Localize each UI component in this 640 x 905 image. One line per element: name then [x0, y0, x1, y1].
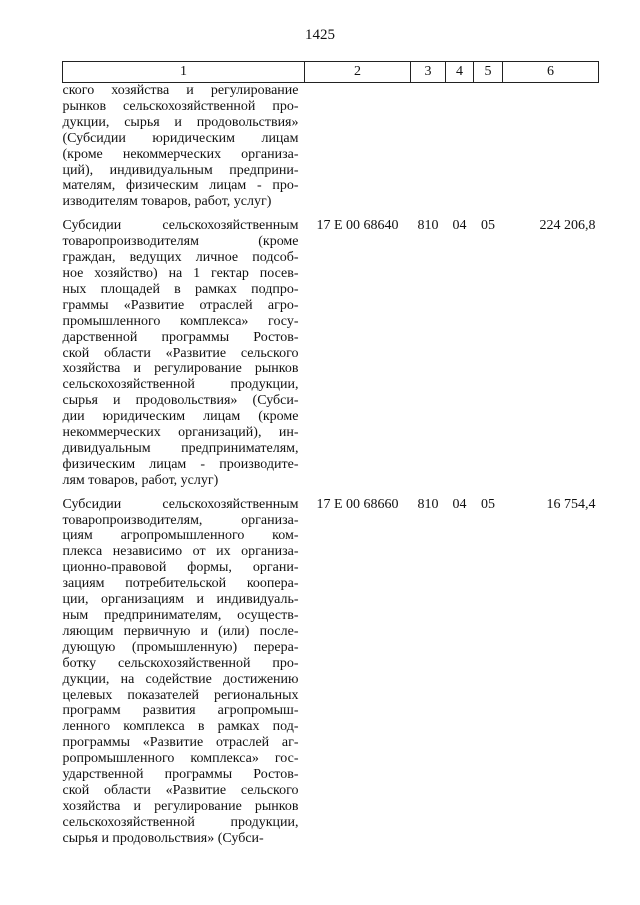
row-spacer	[63, 489, 599, 497]
budget-table	[62, 61, 599, 847]
description-line: ленного комплекса в рамках под-	[62, 719, 299, 735]
description-line: ных площадей в рамках подпро-	[62, 281, 299, 297]
description-line: дующую (промышленную) перера-	[62, 639, 299, 655]
description-line: ным предпринимателям, осуществ-	[62, 608, 299, 623]
table-body	[63, 83, 599, 847]
description-line: ропромышленного комплекса» гос-	[62, 751, 299, 767]
description-line: программы «Развитие отраслей аг-	[62, 735, 299, 751]
description-cell	[63, 218, 305, 488]
table-row	[63, 497, 599, 847]
description-line: сельскохозяйственной продукции,	[62, 377, 299, 393]
vr-cell: 810	[417, 218, 439, 234]
row-spacer-cell	[63, 489, 599, 497]
description-line: циям агропромышленного ком-	[62, 528, 299, 544]
rz-cell: 04	[452, 496, 467, 512]
description-line: ской области «Развитие сельского	[62, 782, 299, 798]
pr-cell	[474, 83, 503, 211]
column-header: 3	[411, 62, 446, 83]
table-header-row	[63, 62, 599, 83]
amount-cell: 16 754,4	[546, 496, 596, 512]
description-line: товаропроизводителям, организа-	[62, 512, 299, 528]
rz-cell: 04	[452, 218, 467, 234]
description-line: ударственной программы Ростов-	[62, 767, 299, 783]
description-line: ского хозяйства и регулирование	[62, 83, 299, 98]
description-line: граждан, ведущих личное подсоб-	[62, 250, 299, 266]
column-header: 6	[503, 62, 599, 83]
description-line: зациям потребительской коопера-	[62, 576, 299, 592]
description-line: ской области «Развитие сельского	[62, 345, 299, 361]
description-line: ции, организациям и индивидуаль-	[62, 592, 299, 608]
pr-cell: 05	[481, 496, 495, 512]
description-line: рынков сельскохозяйственной про-	[62, 98, 299, 114]
description-line: дукции, сырья и продовольствия»	[62, 114, 299, 130]
description-line: сырья и продовольствия» (Субси-	[62, 393, 299, 409]
code-cell	[305, 83, 411, 211]
description-line: Субсидии сельскохозяйственным	[62, 496, 299, 512]
row-spacer-cell	[63, 210, 599, 218]
description-line: ное хозяйство) на 1 гектар посев-	[62, 265, 299, 281]
amount-cell: 224 206,8	[539, 218, 596, 234]
description-line: сельскохозяйственной продукции,	[62, 814, 299, 830]
column-header: 4	[446, 62, 474, 83]
description-line: сырья и продовольствия» (Субси-	[62, 830, 264, 846]
description-line: дарственной программы Ростов-	[62, 329, 299, 345]
description-line: промышленного комплекса» госу-	[62, 313, 299, 329]
code-cell: 17 Е 00 68640	[316, 218, 399, 234]
description-line: программ развития агропромыш-	[62, 703, 299, 719]
description-line: некоммерческих организаций), ин-	[62, 425, 299, 441]
page-number: 1425	[305, 27, 335, 43]
description-line: хозяйства и регулирование рынков	[62, 798, 299, 814]
description-line: (Субсидии юридическим лицам	[62, 130, 299, 146]
column-header: 2	[305, 62, 411, 83]
pr-cell: 05	[481, 218, 495, 234]
column-header: 1	[63, 62, 305, 83]
table-row	[63, 83, 599, 211]
description-line: ционно-правовой формы, органи-	[62, 560, 299, 576]
description-line: лям товаров, работ, услуг)	[62, 472, 219, 488]
description-line: ций), индивидуальным предприни-	[62, 162, 299, 178]
amount-cell	[503, 83, 599, 211]
description-line: изводителям товаров, работ, услуг)	[62, 194, 272, 210]
description-line: плекса независимо от их организа-	[62, 544, 299, 560]
column-header: 5	[474, 62, 503, 83]
rz-cell	[446, 83, 474, 211]
description-line: граммы «Развитие отраслей агро-	[62, 297, 299, 313]
description-cell	[63, 83, 305, 211]
description-line: Субсидии сельскохозяйственным	[62, 218, 299, 234]
table-row	[63, 218, 599, 488]
description-line: дии юридическим лицам (кроме	[62, 409, 299, 425]
description-line: (кроме некоммерческих организа-	[62, 146, 299, 162]
description-line: ляющим первичную и (или) после-	[62, 623, 299, 639]
vr-cell	[411, 83, 446, 211]
description-line: мателям, физическим лицам - про-	[62, 178, 299, 194]
code-cell: 17 Е 00 68660	[316, 496, 399, 512]
description-line: дукции, на содействие достижению	[62, 671, 299, 687]
row-spacer	[63, 210, 599, 218]
description-line: товаропроизводителям (кроме	[62, 234, 299, 250]
description-cell	[63, 497, 305, 847]
description-line: целевых показателей региональных	[62, 687, 299, 703]
description-line: физическим лицам - производите-	[62, 456, 299, 472]
description-line: ботку сельскохозяйственной про-	[62, 655, 299, 671]
vr-cell: 810	[417, 496, 439, 512]
description-line: дивидуальным предпринимателям,	[62, 440, 299, 456]
description-line: хозяйства и регулирование рынков	[62, 361, 299, 377]
